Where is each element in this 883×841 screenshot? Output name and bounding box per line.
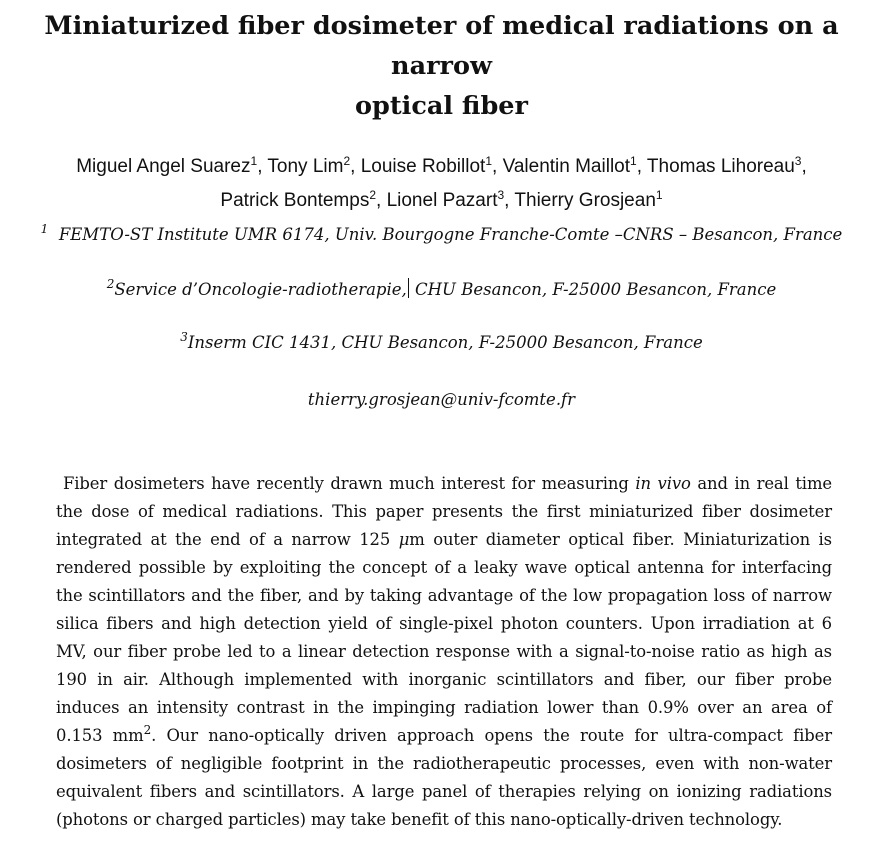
author-name: Lionel Pazart [386,190,498,211]
mu-symbol: μ [398,530,410,549]
title-line-1: Miniaturized fiber dosimeter of medical radiations on a narrow [44,11,839,81]
affiliation-text: Inserm CIC 1431, CHU Besancon, F-25000 Besancon, France [187,333,703,352]
author-list [6,150,877,218]
affiliation-number: 3 [180,330,188,344]
author-affiliation-mark: 2 [343,154,351,168]
author-affiliation-mark: 1 [485,154,493,168]
author-affiliation-mark: 1 [655,188,663,202]
affiliation-3 [6,332,877,354]
affiliation-text-continued: CHU Besancon, F-25000 Besancon, France [415,280,777,299]
author-name: Tony Lim [267,156,344,177]
abstract-paragraph [56,470,832,834]
author-affiliation-mark: 1 [630,154,637,168]
author-affiliation-mark: 1 [250,154,258,168]
author-name: Louise Robillot [360,156,486,177]
abstract-italic-term: in vivo [635,474,691,493]
author-name: Miguel Angel Suarez [76,156,251,177]
author-name: Patrick Bontemps [220,190,370,211]
abstract-text: m outer diameter optical fiber. Miniaturization is rendered possible by exploiting the concept of a leaky wave optical antenna for interfacing the scintillators and the fiber, and by taking advantage of the low propagation loss of narrow silica fibers and high detection yield of single-pixel photon counters. Upon irradiation at 6 MV, our fiber probe led to a linear detection response with a signal-to-noise ratio as high as 190 in air. Although implemented with inorganic scintillators and fiber, our fiber probe induces an intensity contrast in the impinging radiation lower than 0.9% over an area of 0.153 mm [56,530,832,745]
author-affiliation-mark: 3 [794,154,802,168]
author-affiliation-mark: 3 [497,188,505,202]
abstract-text: Fiber dosimeters have recently drawn much interest for measuring [63,474,636,493]
affiliation-2 [6,278,877,301]
paper-title [10,6,873,126]
affiliation-number: 1 [40,222,49,236]
author-line-2: Patrick Bontemps$^2$, Lionel Pazart$^3$, Thierry Grosjean$^1$ [220,188,663,211]
affiliation-number: 2 [106,277,115,291]
abstract-superscript: 2 [143,723,152,737]
author-name: Thomas Lihoreau [646,156,795,177]
affiliation-1 [6,224,877,246]
text-cursor [408,278,409,298]
affiliation-text: FEMTO-ST Institute UMR 6174, Univ. Bourgogne Franche-Comte –CNRS – Besancon, France [58,225,843,244]
author-line-1: Miguel Angel Suarez$^1$, Tony Lim$^2$, Louise Robillot$^1$, Valentin Maillot$^1$, Thomas Lihoreau$^3$, [76,154,807,177]
abstract-text: and in real time the dose of medical radiations. This paper presents the first miniaturized fiber dosimeter integrated at the end of a narrow 125 [56,474,832,549]
affiliation-text: Service d’Oncologie-radiotherapie, [114,280,407,299]
title-line-2: optical fiber [355,91,528,121]
author-name: Thierry Grosjean [514,190,656,211]
author-affiliation-mark: 2 [369,188,377,202]
contact-email[interactable]: thierry.grosjean@univ-fcomte.fr [307,390,576,409]
author-name: Valentin Maillot [502,156,631,177]
abstract-text: . Our nano-optically driven approach opens the route for ultra-compact fiber dosimeters of negligible footprint in the radiotherapeutic processes, even with non-water equivalent fibers and scintillators. A large panel of therapies relying on ionizing radiations (photons or charged particles) may take benefit of this nano-optically-driven technology. [56,726,832,829]
